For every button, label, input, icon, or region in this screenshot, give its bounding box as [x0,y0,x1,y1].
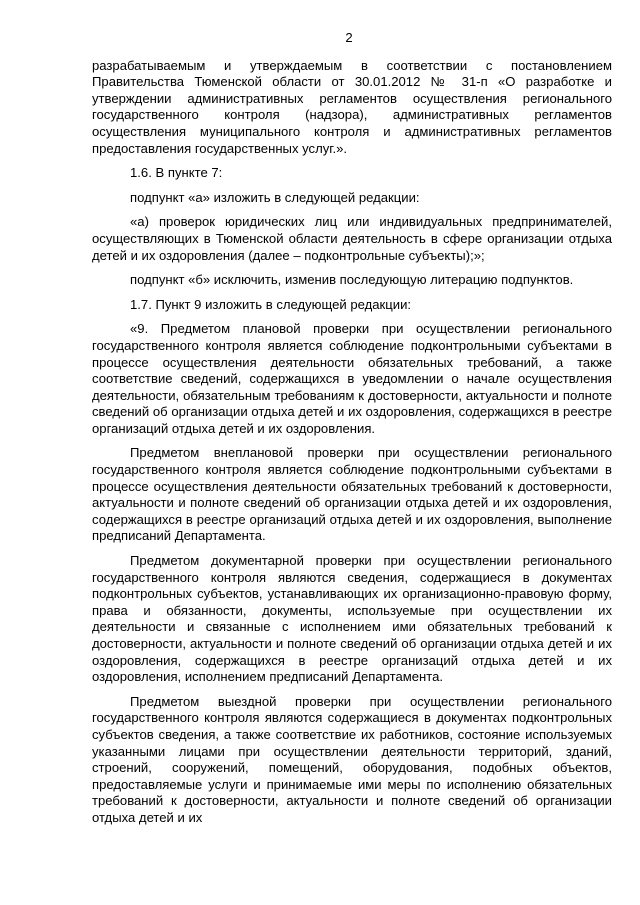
paragraph: «а) проверок юридических лиц или индивидуальных предпринимателей, осуществляющих в Тюменской области деятельность в сфере организации отдыха детей и их оздоровления (далее – подконтрольные субъекты);»; [92,214,612,263]
paragraph: 1.7. Пункт 9 изложить в следующей редакции: [130,296,412,312]
paragraph: подпункт «а» изложить в следующей редакции: [130,189,420,205]
paragraph: подпункт «б» исключить, изменив последующую литерацию подпунктов. [130,272,574,288]
page-number: 2 [345,30,353,45]
paragraph: Предметом документарной проверки при осуществлении регионального государственного контроля являются сведения, содержащиеся в документах подконтрольных субъектов, устанавливающих их организационно-правовую форму, права и обязанности, документы, используемые при осуществлении их деятельности и связанные с исполнением ими обязательных требований к достоверности, актуальности и полноте сведений об организации отдыха детей и их оздоровления, содержащихся в реестре организаций отдыха детей и их оздоровления, исполнением предписаний Департамента. [92,553,612,685]
paragraph: 1.6. В пункте 7: [130,165,223,181]
document-body [92,58,612,827]
paragraph: разрабатываемым и утверждаемым в соответствии с постановлением Правительства Тюменской области от 30.01.2012 № 31-п «О разработке и утверждении административных регламентов осуществления регионального государственного контроля (надзора), административных регламентов осуществления муниципального контроля и административных регламентов предоставления государственных услуг.». [92,57,612,156]
paragraph: Предметом выездной проверки при осуществлении регионального государственного контроля являются содержащиеся в документах подконтрольных субъектов сведения, а также соответствие их работников, состояние используемых указанными лицами при осуществлении деятельности территорий, зданий, строений, сооружений, помещений, оборудования, подобных объектов, предоставляемые услуги и принимаемые ими меры по исполнению обязательных требований к достоверности, актуальности и полноте сведений об организации отдыха детей и их [92,693,612,825]
paragraph: Предметом внеплановой проверки при осуществлении регионального государственного контроля является соблюдение подконтрольными субъектами в процессе осуществления деятельности обязательных требований к достоверности, актуальности и полноте сведений об организации отдыха детей и их оздоровления, содержащихся в реестре организаций отдыха детей и их оздоровления, выполнение предписаний Департамента. [92,445,612,544]
paragraph: «9. Предметом плановой проверки при осуществлении регионального государственного контроля является соблюдение подконтрольными субъектами в процессе осуществления деятельности обязательных требований, а также соответствие сведений, содержащихся в уведомлении о начале осуществления деятельности, обязательным требованиям к достоверности, актуальности и полноте сведений об организации отдыха детей и их оздоровления, содержащихся в реестре организаций отдыха детей и их оздоровления. [92,321,612,436]
